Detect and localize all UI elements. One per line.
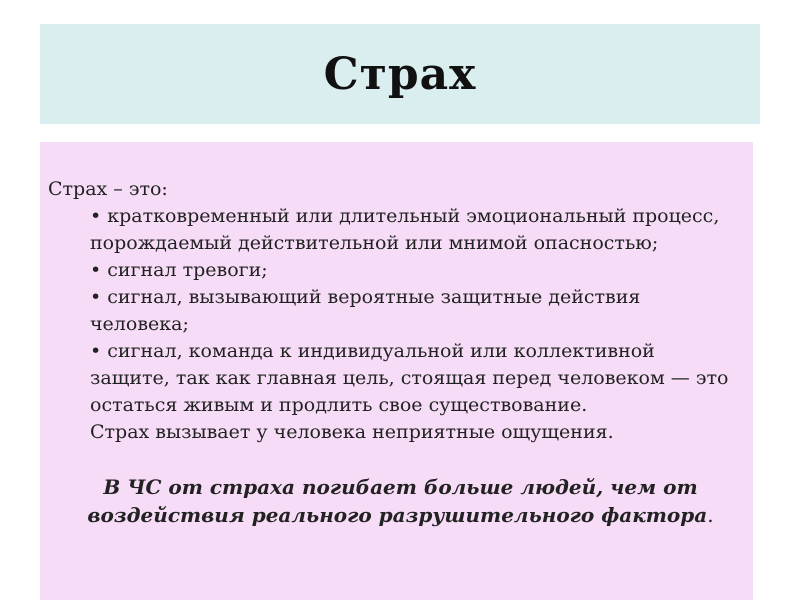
emphasis-main: В ЧС от страха погибает больше людей, чем от воздействия реального разрушительного фактора [87, 475, 708, 527]
list-item: • сигнал, команда к индивидуальной или коллективной защите, так как главная цель, стоящая перед человеком — это остаться живым и продлить свое существование. [90, 340, 729, 416]
note-text: Страх вызывает у человека неприятные ощущения. [90, 421, 614, 443]
slide-title: Страх [323, 48, 477, 100]
definition-list [48, 203, 753, 419]
emphasis-end: . [707, 503, 714, 527]
list-item: • сигнал тревоги; [90, 259, 268, 281]
list-item: • кратковременный или длительный эмоциональный процесс, порождаемый действительной или мнимой опасностью; [90, 205, 720, 254]
content-box [40, 142, 753, 600]
slide-title-bar [40, 24, 760, 124]
emphasis-text [48, 473, 753, 529]
intro-text: Страх – это: [48, 178, 168, 200]
list-item: • сигнал, вызывающий вероятные защитные действия человека; [90, 286, 641, 335]
